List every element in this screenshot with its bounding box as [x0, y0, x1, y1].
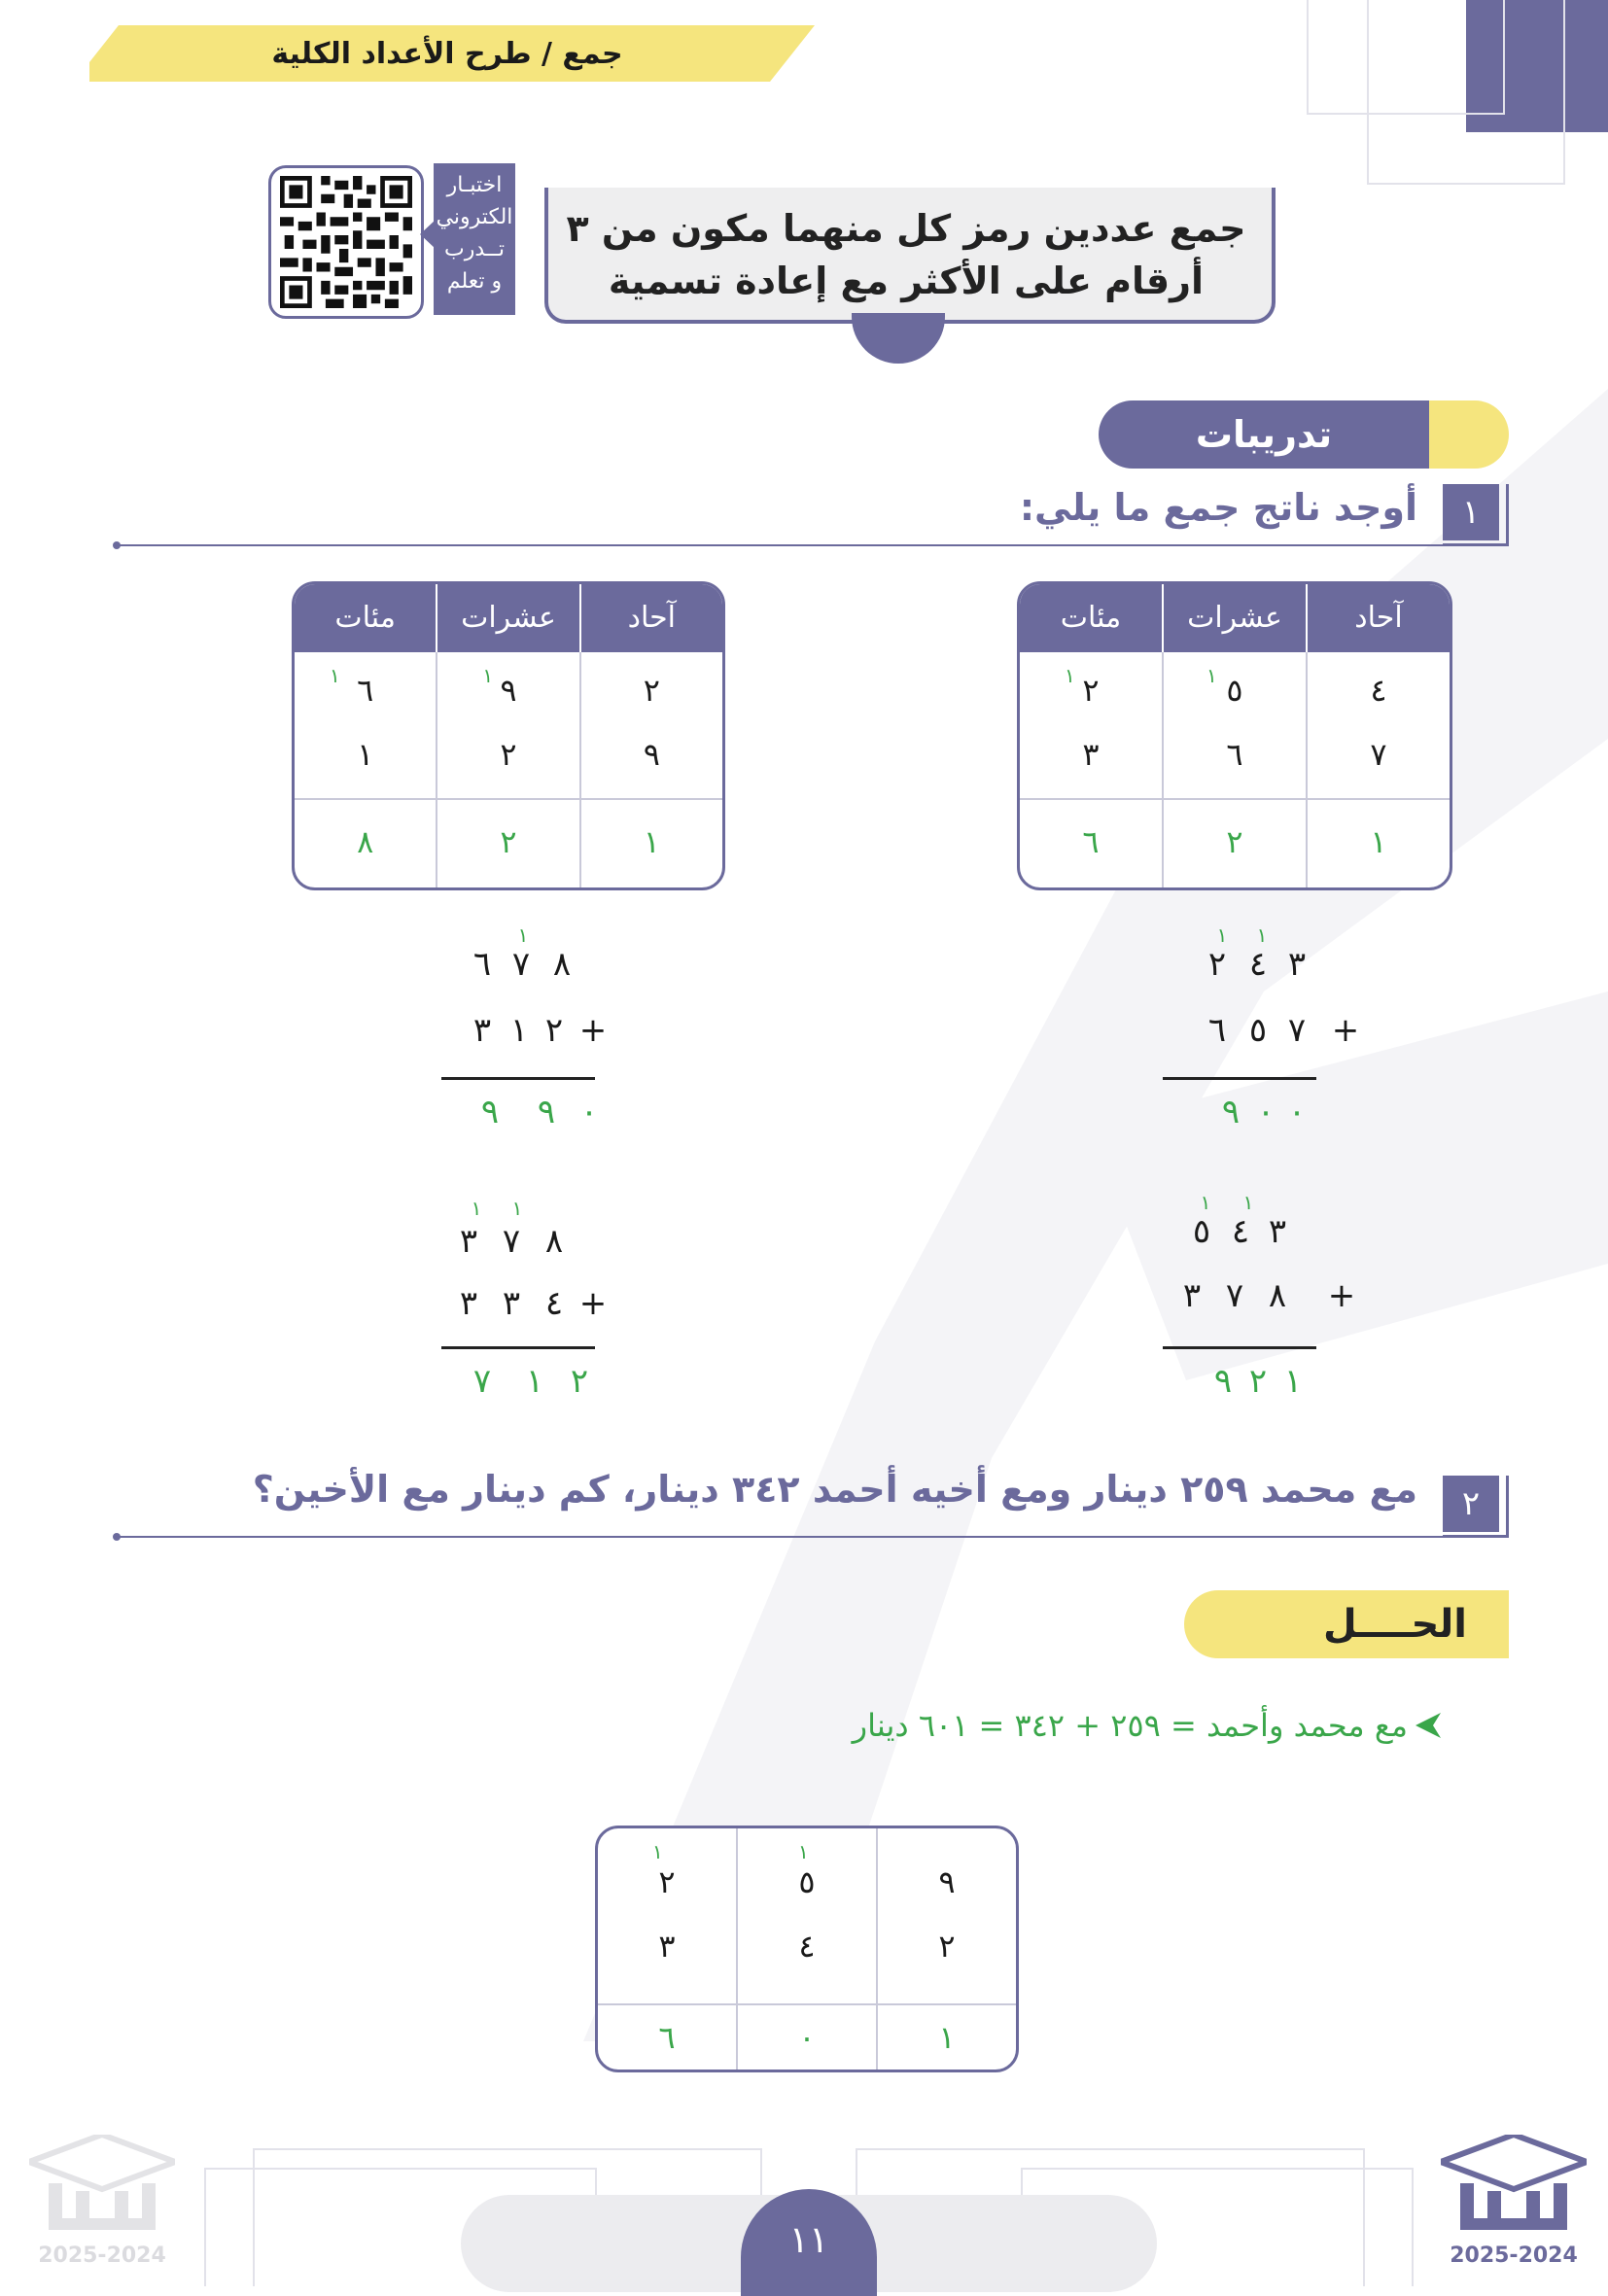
result-digit: ٧ [472, 1362, 492, 1401]
graduation-cap-icon [1441, 2135, 1587, 2232]
result-digit: ٠ [579, 1093, 599, 1131]
result-digit: ٩ [480, 1093, 500, 1131]
question-number: ١ [1443, 484, 1499, 540]
result-digit: ٦ [658, 2019, 676, 2056]
corner-frame [1367, 0, 1565, 185]
digit: ٥ [1192, 1212, 1211, 1251]
digit: ٧ [1225, 1276, 1244, 1315]
digit: ١ [357, 736, 374, 773]
col-header-tens: عشرات [1162, 584, 1306, 652]
header-title: جمع / طرح الأعداد الكلية [271, 37, 623, 71]
carry-digit: ١ [1256, 923, 1268, 947]
plus-sign: + [1331, 1011, 1360, 1050]
underline-dot [113, 541, 121, 549]
digit: ٣ [472, 1011, 492, 1050]
plus-sign: + [578, 1284, 608, 1323]
result-digit: ٠ [798, 2019, 816, 2056]
digit: ٣ [658, 1928, 676, 1965]
digit: ٤ [1370, 672, 1387, 709]
vertical-sum [1157, 923, 1360, 1137]
digit: ٢ [643, 672, 660, 709]
logo-years: 2025-2024 [38, 2244, 166, 2268]
digit: ٢ [1207, 945, 1227, 984]
qr-label[interactable] [434, 163, 515, 315]
digit: ٨ [544, 1222, 564, 1261]
result-digit: ١ [1283, 1362, 1303, 1401]
digit: ٢ [1082, 672, 1100, 709]
arrow-bullet-icon [1416, 1713, 1441, 1738]
brand-logo [1441, 2135, 1587, 2267]
digit: ٣ [1182, 1276, 1202, 1315]
title-notch [852, 313, 945, 364]
qr-label-line: و تعلم [446, 269, 503, 294]
logo-years: 2025-2024 [1450, 2244, 1578, 2268]
digit: ٣ [502, 1284, 521, 1323]
sum-line [441, 1077, 595, 1080]
carry-digit: ١ [482, 664, 494, 687]
brand-logo-faded [29, 2135, 175, 2267]
digit: ٥ [1248, 1011, 1268, 1050]
qr-label-line: اختبـار [446, 173, 503, 197]
digit: ٤ [798, 1928, 816, 1965]
question-underline [117, 1536, 1443, 1538]
lesson-title-box [544, 188, 1276, 324]
digit: ٧ [1287, 1011, 1307, 1050]
digit: ٤ [1231, 1212, 1250, 1251]
sum-line [1163, 1346, 1316, 1349]
result-digit: ٦ [1082, 823, 1100, 860]
solution-equation: مع محمد وأحمد = ٢٥٩ + ٣٤٢ = ٦٠١ دينار [852, 1707, 1408, 1744]
digit: ٢ [658, 1863, 676, 1900]
digit: ٣ [1082, 736, 1100, 773]
result-digit: ٩ [1213, 1362, 1233, 1401]
digit: ٢ [938, 1928, 956, 1965]
carry-digit: ١ [471, 1197, 482, 1220]
solution-label: الحــــل [1323, 1602, 1467, 1647]
qr-code-icon[interactable] [280, 176, 412, 308]
carry-digit: ١ [798, 1840, 809, 1863]
carry-digit: ١ [1200, 1191, 1211, 1214]
vertical-sum [437, 1191, 632, 1405]
qr-label-line: الكتروني [436, 205, 513, 229]
plus-sign: + [578, 1011, 608, 1050]
question-text: أوجد ناتج جمع ما يلي: [1019, 486, 1417, 529]
digit: ٣ [459, 1284, 478, 1323]
result-digit: ٢ [570, 1362, 589, 1401]
digit: ٧ [511, 945, 531, 984]
graduation-cap-icon [29, 2135, 175, 2232]
sum-line [441, 1346, 595, 1349]
digit: ٩ [643, 736, 660, 773]
lesson-title-line2: أرقام على الأكثر مع إعادة تسمية [608, 260, 1205, 302]
result-digit: ٨ [357, 823, 374, 860]
qr-code-frame[interactable] [268, 165, 424, 319]
result-digit: ٩ [1221, 1093, 1241, 1131]
digit: ٣ [1268, 1212, 1287, 1251]
carry-digit: ١ [517, 923, 529, 947]
digit: ٥ [798, 1863, 816, 1900]
digit: ٧ [502, 1222, 521, 1261]
section-label: تدريبات [1099, 400, 1429, 469]
digit: ٩ [938, 1863, 956, 1900]
carry-digit: ١ [1065, 664, 1075, 687]
lesson-title-line1: جمع عددين رمز كل منهما مكون من ٣ [566, 207, 1246, 250]
question-number: ٢ [1443, 1476, 1499, 1532]
result-digit: ٠ [1287, 1093, 1307, 1131]
col-header-tens: عشرات [436, 584, 578, 652]
digit: ٣ [1287, 945, 1307, 984]
result-digit: ٢ [500, 823, 517, 860]
digit: ٨ [552, 945, 572, 984]
result-digit: ١ [1370, 823, 1387, 860]
qr-label-line: تــدرب [444, 237, 505, 261]
digit: ٩ [500, 672, 517, 709]
sum-line [1163, 1077, 1316, 1080]
digit: ٤ [1248, 945, 1268, 984]
digit: ٦ [472, 945, 492, 984]
digit: ٥ [1226, 672, 1243, 709]
col-header-ones: آحاد [579, 584, 722, 652]
digit: ٤ [544, 1284, 564, 1323]
place-value-table [292, 581, 725, 890]
carry-digit: ١ [511, 1197, 523, 1220]
carry-digit: ١ [1216, 923, 1228, 947]
place-value-table [1017, 581, 1452, 890]
digit: ١ [509, 1011, 529, 1050]
digit: ٧ [1370, 736, 1387, 773]
result-digit: ٢ [1226, 823, 1243, 860]
question-underline [117, 544, 1443, 546]
col-header-hundreds: مئات [334, 601, 396, 635]
vertical-sum [437, 923, 632, 1137]
question-number-box [1443, 484, 1509, 546]
result-digit: ٠ [1256, 1093, 1276, 1131]
result-digit: ٢ [1248, 1362, 1268, 1401]
digit: ٦ [1226, 736, 1243, 773]
digit: ٦ [357, 672, 374, 709]
underline-dot [113, 1533, 121, 1541]
carry-digit: ١ [1206, 664, 1217, 687]
result-digit: ١ [938, 2019, 956, 2056]
page-number: ١١ [741, 2189, 877, 2296]
digit: ٨ [1268, 1276, 1287, 1315]
carry-digit: ١ [330, 664, 340, 687]
digit: ٣ [459, 1222, 478, 1261]
result-digit: ١ [525, 1362, 544, 1401]
carry-digit: ١ [652, 1840, 663, 1863]
digit: ٢ [544, 1011, 564, 1050]
col-header-hundreds: مئات [1060, 601, 1122, 635]
carry-digit: ١ [1242, 1191, 1254, 1214]
question-text: مع محمد ٢٥٩ دينار ومع أخيه أحمد ٣٤٢ دينار، كم دينار مع الأخين؟ [252, 1468, 1417, 1511]
plus-sign: + [1327, 1276, 1356, 1315]
solution-table [595, 1826, 1019, 2072]
vertical-sum [1157, 1191, 1356, 1405]
digit: ٦ [1207, 1011, 1227, 1050]
result-digit: ١ [643, 823, 660, 860]
question-number-box [1443, 1476, 1509, 1538]
col-header-ones: آحاد [1306, 584, 1450, 652]
result-digit: ٩ [537, 1093, 556, 1131]
digit: ٢ [500, 736, 517, 773]
